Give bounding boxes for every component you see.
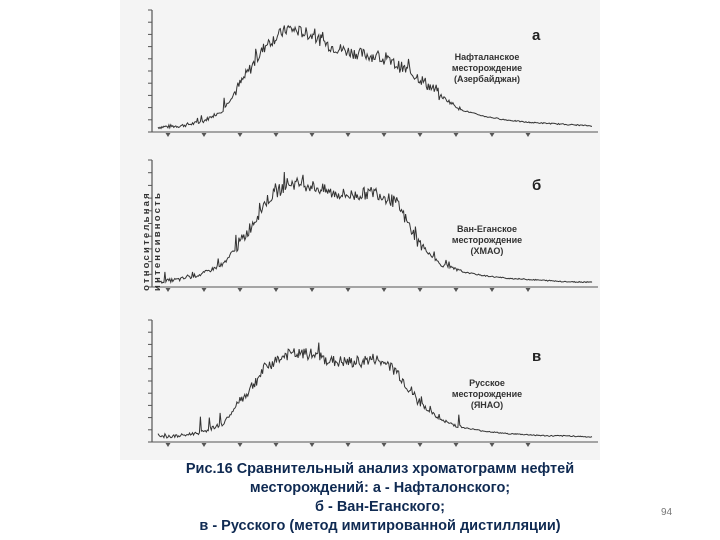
x-tick-marker (382, 133, 387, 137)
panel-c-label (422, 378, 552, 411)
x-tick-marker (418, 443, 423, 447)
panel-a-letter: а (532, 27, 541, 44)
panel-b-label-line-1: Ван-Еганское (456, 224, 518, 234)
panel-c-label-line-3: (ЯНАО) (470, 400, 504, 410)
x-tick-marker (310, 133, 315, 137)
x-tick-marker (238, 133, 243, 137)
x-tick-marker (346, 443, 351, 447)
caption-line-2: месторождений: а - Нафталонского; (249, 480, 511, 496)
chromatogram-figure (120, 0, 600, 460)
x-tick-marker (418, 133, 423, 137)
panel-a-label-line-1: Нафталанское (454, 52, 520, 62)
x-tick-marker (310, 443, 315, 447)
x-tick-marker (274, 133, 279, 137)
x-tick-marker (526, 133, 531, 137)
caption-line-1: Рис.16 Сравнительный анализ хроматограмм нефтей (185, 461, 575, 477)
panel-b-label-line-2: месторождение (451, 235, 523, 245)
x-tick-marker (202, 133, 207, 137)
x-tick-marker (382, 443, 387, 447)
x-tick-marker (418, 288, 423, 292)
x-tick-marker (166, 288, 171, 292)
x-tick-marker (202, 288, 207, 292)
caption-line-4: в - Русского (метод имитированной дистилляции) (199, 518, 561, 534)
slide-number: 94 (661, 507, 673, 518)
x-tick-marker (454, 288, 459, 292)
x-tick-marker (202, 443, 207, 447)
panel-b-label-line-3: (ХМАО) (470, 246, 504, 256)
panel-a-label (422, 52, 552, 85)
caption-line-3: б - Ван-Еганского; (314, 499, 446, 515)
x-tick-marker (490, 288, 495, 292)
panel-a-label-line-3: (Азербайджан) (453, 74, 521, 84)
x-tick-marker (526, 443, 531, 447)
x-tick-marker (382, 288, 387, 292)
x-tick-marker (274, 443, 279, 447)
x-tick-marker (310, 288, 315, 292)
y-axis-label: относительная интенсивность (141, 191, 163, 292)
x-tick-marker (346, 288, 351, 292)
x-tick-marker (238, 443, 243, 447)
figure-caption (120, 460, 640, 536)
x-tick-marker (490, 133, 495, 137)
panel-b-letter: б (532, 177, 542, 194)
x-tick-marker (526, 288, 531, 292)
panel-c-label-line-1: Русское (469, 378, 505, 388)
x-tick-marker (454, 443, 459, 447)
x-tick-marker (238, 288, 243, 292)
x-tick-marker (490, 443, 495, 447)
x-tick-marker (166, 443, 171, 447)
panel-b-label (422, 224, 552, 257)
x-tick-marker (346, 133, 351, 137)
x-tick-marker (454, 133, 459, 137)
x-tick-marker (166, 133, 171, 137)
x-tick-marker (274, 288, 279, 292)
panel-a-label-line-2: месторождение (451, 63, 523, 73)
panel-c-label-line-2: месторождение (451, 389, 523, 399)
panel-c-letter: в (532, 348, 542, 365)
